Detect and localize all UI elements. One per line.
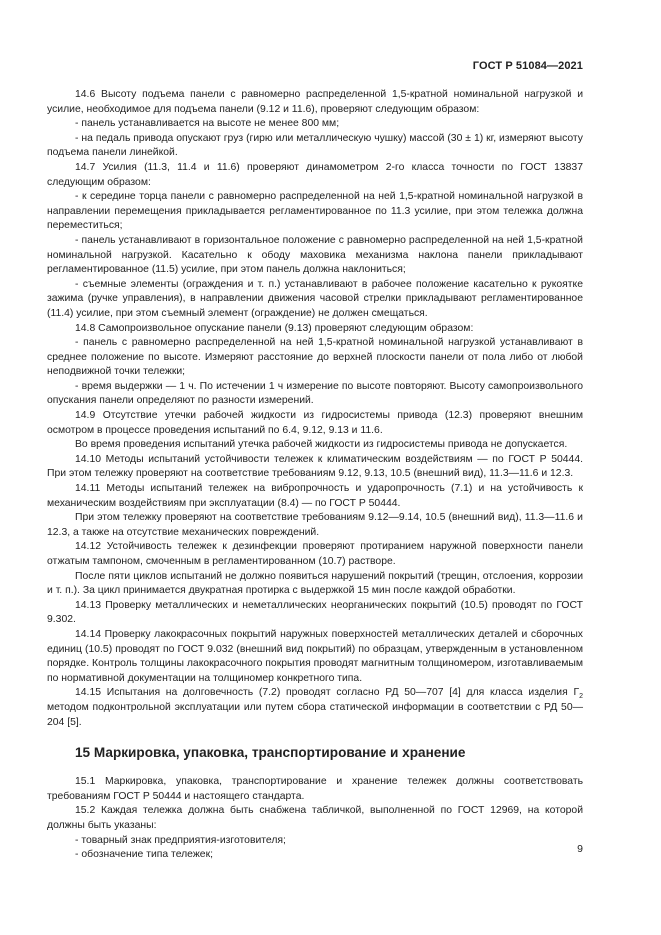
paragraph-14-15-part1: 14.15 Испытания на долговечность (7.2) проводят согласно РД 50—707 [4] для класса изделия Г xyxy=(75,687,580,699)
page-header-standard: ГОСТ Р 51084—2021 xyxy=(472,60,583,72)
paragraph-14-15 xyxy=(47,686,583,730)
list-item: - время выдержки — 1 ч. По истечении 1 ч измерение по высоте повторяют. Высоту самопроизвольного опускания панели определяют по разности измерений. xyxy=(47,380,583,407)
page-content xyxy=(47,88,583,863)
list-item: - панель с равномерно распределенной на ней 1,5-кратной номинальной нагрузкой устанавливают в среднее положение по высоте. Измеряют расстояние до верхней плоскости панели от пола либо от любой неподвижной точки тележки; xyxy=(47,337,583,378)
paragraph: 14.12 Устойчивость тележек к дезинфекции проверяют протиранием наружной поверхности панели отжатым тампоном, смоченным в регламентированном (10.7) растворе. xyxy=(47,541,583,567)
list-item: - на педаль привода опускают груз (гирю или металлическую чушку) массой (30 ± 1) кг, измеряют высоту подъема панели линейкой. xyxy=(47,132,583,159)
list-item: - к середине торца панели с равномерно распределенной на ней 1,5-кратной номинальной нагрузкой в направлении перемещения прикладывается регламентированное по 11.3 усилие, при этом тележка должна переместиться; xyxy=(47,191,583,232)
paragraph-14-15-part2: методом подконтрольной эксплуатации или путем сбора статической информации в соответствии с РД 50—204 [5]. xyxy=(47,701,583,728)
page-number: 9 xyxy=(577,843,583,855)
list-item: - панель устанавливают в горизонтальное положение с равномерно распределенной на ней 1,5-кратной номинальной нагрузкой. Касательно к ободу маховика механизма наклона панели прикладывают регламентированное (11.5) усилие, при этом панель должна наклониться; xyxy=(47,234,583,276)
paragraph: После пяти циклов испытаний не должно появиться нарушений покрытий (трещин, отслоения, коррозии и т. п.). За цикл принимается двукратная протирка с выдержкой 15 мин после каждой обработки. xyxy=(47,570,583,597)
paragraph: 14.14 Проверку лакокрасочных покрытий наружных поверхностей металлических деталей и сборочных единиц (10.5) проводят по ГОСТ 9.032 (внешний вид покрытий) по образцам, утвержденным в установленном порядке. Контроль толщины лакокрасочного покрытия проводят магнитным толщиномером, изготавливаемым по нормативной документации на толщиномер конкретного типа. xyxy=(47,628,583,684)
paragraph: 14.13 Проверку металлических и неметаллических неорганических покрытий (10.5) проводят по ГОСТ 9.302. xyxy=(47,599,583,626)
list-item: - съемные элементы (ограждения и т. п.) устанавливают в рабочее положение касательно к рукоятке зажима (ручке управления), в направлении движения часовой стрелки прикладывают регламентированное (11.4) усилие, при этом съемный элемент (ограждение) не должен смещаться. xyxy=(47,278,583,319)
paragraph: При этом тележку проверяют на соответствие требованиям 9.12—9.14, 10.5 (внешний вид), 11.3—11.6 и 12.3, а также на отсутствие механических повреждений. xyxy=(47,512,583,538)
class-subscript: 2 xyxy=(579,693,583,701)
paragraph: 14.11 Методы испытаний тележек на вибропрочность и ударопрочность (7.1) и на устойчивость к механическим воздействиям при эксплуатации (8.4) — по ГОСТ Р 50444. xyxy=(47,483,583,509)
paragraph: Во время проведения испытаний утечка рабочей жидкости из гидросистемы привода не допускается. xyxy=(75,439,568,451)
paragraph: 14.6 Высоту подъема панели с равномерно распределенной 1,5-кратной номинальной нагрузкой и усилие, необходимое для подъема панели (9.12 и 11.6), проверяют следующим образом: xyxy=(47,89,583,115)
paragraph: 14.9 Отсутствие утечки рабочей жидкости из гидросистемы привода (12.3) проверяют внешним осмотром в процессе проведения испытаний по 6.4, 9.12, 9.13 и 11.6. xyxy=(47,410,583,436)
list-item: - товарный знак предприятия-изготовителя; xyxy=(75,834,286,846)
paragraph: 14.8 Самопроизвольное опускание панели (9.13) проверяют следующим образом: xyxy=(75,322,474,334)
list-item: - обозначение типа тележек; xyxy=(75,849,214,861)
paragraph: 14.10 Методы испытаний устойчивости тележек к климатическим воздействиям — по ГОСТ Р 50444. При этом тележку проверяют на соответствие требованиям 9.12, 9.13, 10.5 (внешний вид), 11.3—11.6 и 12.3. xyxy=(47,453,583,480)
list-item: - панель устанавливается на высоте не менее 800 мм; xyxy=(75,118,340,130)
paragraph: 15.2 Каждая тележка должна быть снабжена табличкой, выполненной по ГОСТ 12969, на которой должны быть указаны: xyxy=(47,805,583,831)
section-title: 15 Маркировка, упаковка, транспортирование и хранение xyxy=(75,745,466,761)
paragraph: 15.1 Маркировка, упаковка, транспортирование и хранение тележек должны соответствовать требованиям ГОСТ Р 50444 и настоящего стандарта. xyxy=(47,776,583,802)
paragraph: 14.7 Усилия (11.3, 11.4 и 11.6) проверяют динамометром 2-го класса точности по ГОСТ 13837 следующим образом: xyxy=(47,161,583,188)
